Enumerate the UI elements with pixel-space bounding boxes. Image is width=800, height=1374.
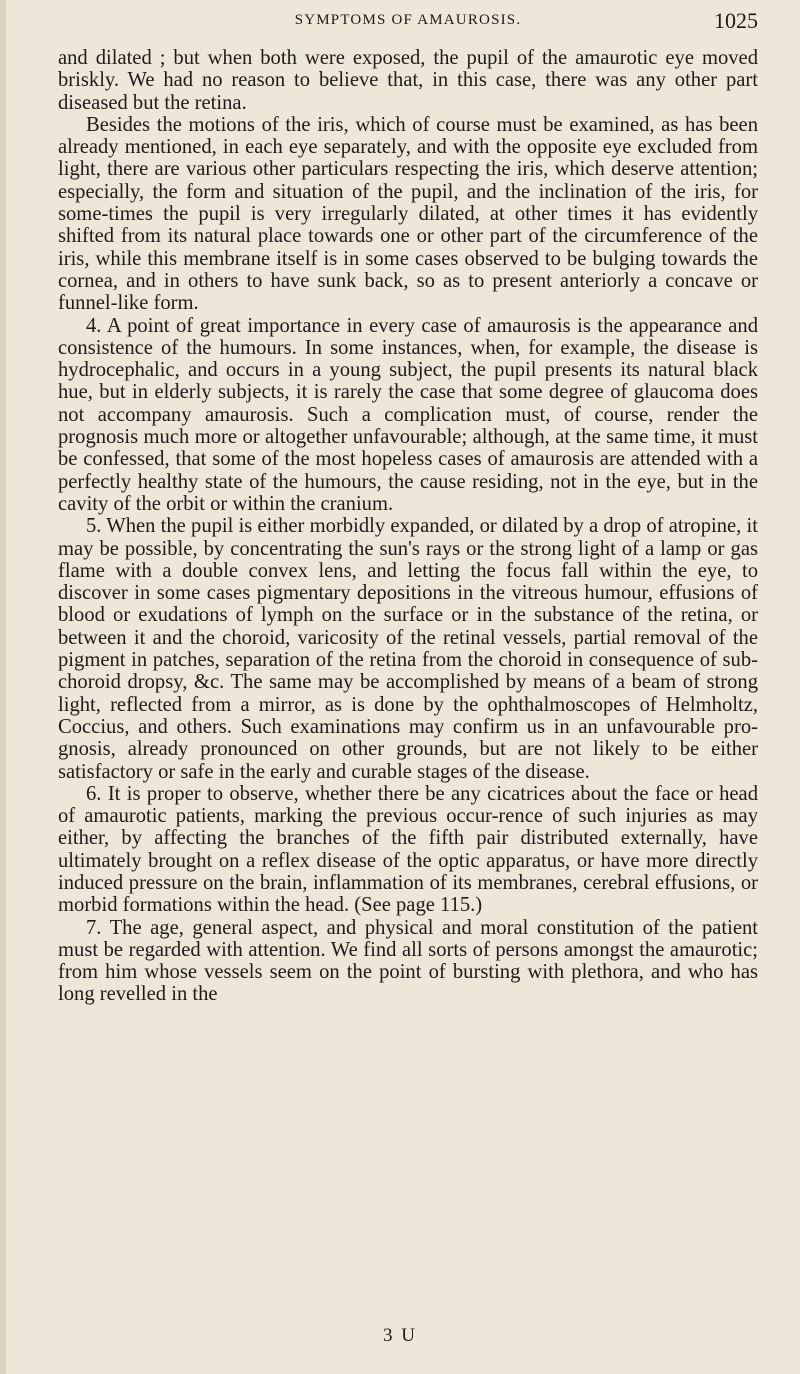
paragraph-point-7-constitution: 7. The age, general aspect, and physical and moral constitution of the patient must be regarded with attention. We find all sorts of persons amongst the amaurotic; from him whose vessels seem on the point of bursting with plethora, and who has long revelled in the [58,916,758,1006]
running-title: SYMPTOMS OF AMAUROSIS. [294,12,522,28]
page-header [58,8,758,42]
paragraph-iris-particulars: Besides the motions of the iris, which of course must be examined, as has been already mentioned, in each eye separately, and with the opposite eye excluded from light, there are various other particulars respecting the iris, which deserve attention; especially, the form and situation of the pupil, and the inclination of the iris, for some-times the pupil is very irregularly dilated, at other times it has evidently shifted from its natural place towards one or other part of the circumference of the iris, while this membrane itself is in some cases observed to be bulging towards the cornea, and in others to have sunk back, so as to present anteriorly a concave or funnel-like form. [58,113,758,315]
signature-mark: 3 U [383,1325,417,1346]
page-left-edge [0,0,6,1374]
paragraph-point-5-pupil-examination: 5. When the pupil is either morbidly expanded, or dilated by a drop of atropine, it may be possible, by concentrating the sun's rays or the strong light of a lamp or gas flame with a double convex lens, and letting the focus fall within the eye, to discover in some cases pigmentary depositions in the vitreous humour, effusions of blood or exudations of lymph on the surface or in the substance of the retina, or between it and the choroid, varicosity of the retinal vessels, partial removal of the pigment in patches, separation of the retina from the choroid in consequence of sub-choroid dropsy, &c. The same may be accomplished by means of a beam of strong light, reflected from a mirror, as is done by the ophthalmoscopes of Helmholtz, Coccius, and others. Such examinations may confirm us in an unfavourable pro-gnosis, already pronounced on other grounds, but are not likely to be either satisfactory or safe in the early and curable stages of the disease. [58,515,758,783]
page-number: 1025 [714,8,758,33]
paragraph-point-6-cicatrices: 6. It is proper to observe, whether there be any cicatrices about the face or head of amaurotic patients, marking the previous occur-rence of such injuries as may either, by affecting the branches of the fifth pair distributed externally, have ultimately brought on a reflex disease of the optic apparatus, or have more directly induced pressure on the brain, inflammation of its membranes, cerebral effusions, or morbid formations within the head. (See page 115.) [58,782,758,917]
body-text [58,47,758,1006]
paragraph-continuation: and dilated ; but when both were exposed, the pupil of the amaurotic eye moved briskly. We had no reason to believe that, in this case, there was any other part diseased but the retina. [58,47,758,114]
paragraph-point-4-humours: 4. A point of great importance in every case of amaurosis is the appearance and consistence of the humours. In some instances, when, for example, the disease is hydrocephalic, and occurs in a young subject, the pupil presents its natural black hue, but in elderly subjects, it is rarely the case that some degree of glaucoma does not accompany amaurosis. Such a complication must, of course, render the prognosis much more or altogether unfavourable; although, at the same time, it must be confessed, that some of the most hopeless cases of amaurosis are attended with a perfectly healthy state of the humours, the cause residing, not in the eye, but in the cavity of the orbit or within the cranium. [58,314,758,515]
